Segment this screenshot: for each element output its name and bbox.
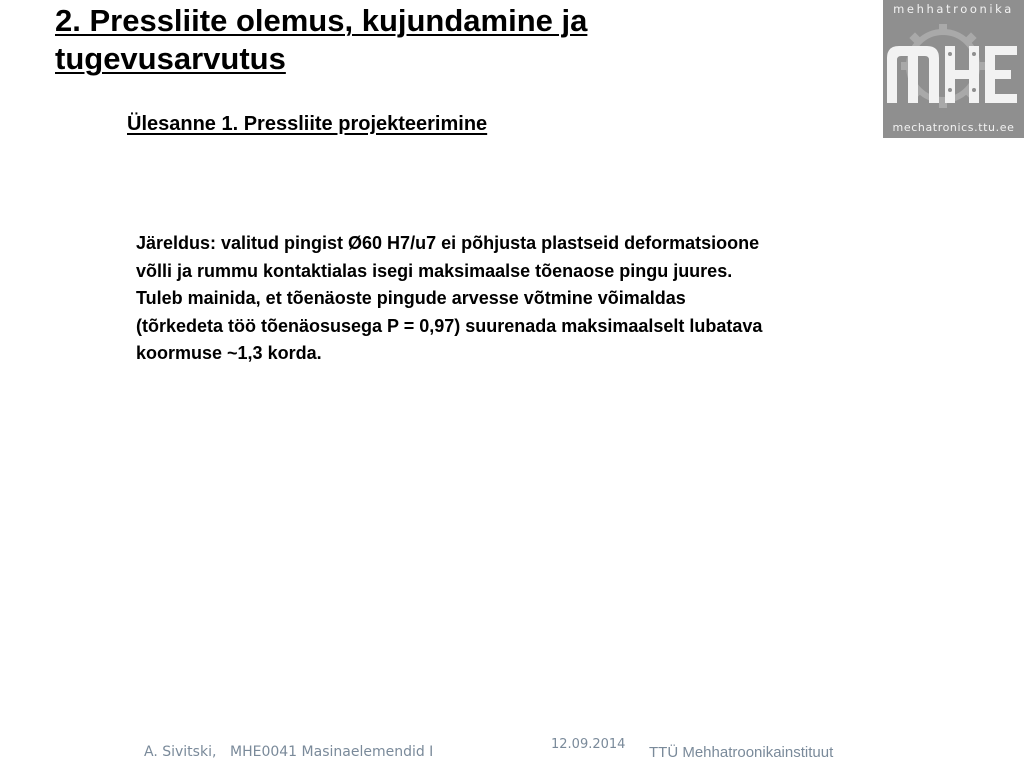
paragraph-line: (tõrkedeta töö tõenäosusega P = 0,97) suurenada maksimaalselt lubatava [136,315,763,336]
footer-course: MHE0041 Masinaelemendid I [230,744,434,760]
slide-title-line: 2. Pressliite olemus, kujundamine ja [55,3,588,38]
paragraph-line: koormuse ~1,3 korda. [136,343,322,363]
paragraph-line: võlli ja rummu kontaktialas isegi maksimaalse tõenaose pingu juures. [136,260,733,281]
footer-institute: TTÜ Mehhatroonikainstituut [649,744,834,761]
slide-title [55,2,855,78]
slide-title-line: tugevusarvutus [55,41,286,76]
conclusion-paragraph [136,230,936,368]
mehhatroonika-logo [883,0,1024,138]
paragraph-line: Järeldus: valitud pingist Ø60 H7/u7 ei põhjusta plastseid deformatsioone [136,233,760,253]
slide-subtitle: Ülesanne 1. Pressliite projekteerimine [127,113,488,135]
logo-bottom-text: mechatronics.ttu.ee [892,121,1015,134]
footer-author: A. Sivitski, [144,744,217,760]
footer-date: 12.09.2014 [551,737,626,752]
logo-top-text: mehhatroonika [893,2,1014,16]
logo-mhe-graphic [883,18,1024,118]
paragraph-line: Tuleb mainida, et tõenäoste pingude arvesse võtmine võimaldas [136,288,686,308]
